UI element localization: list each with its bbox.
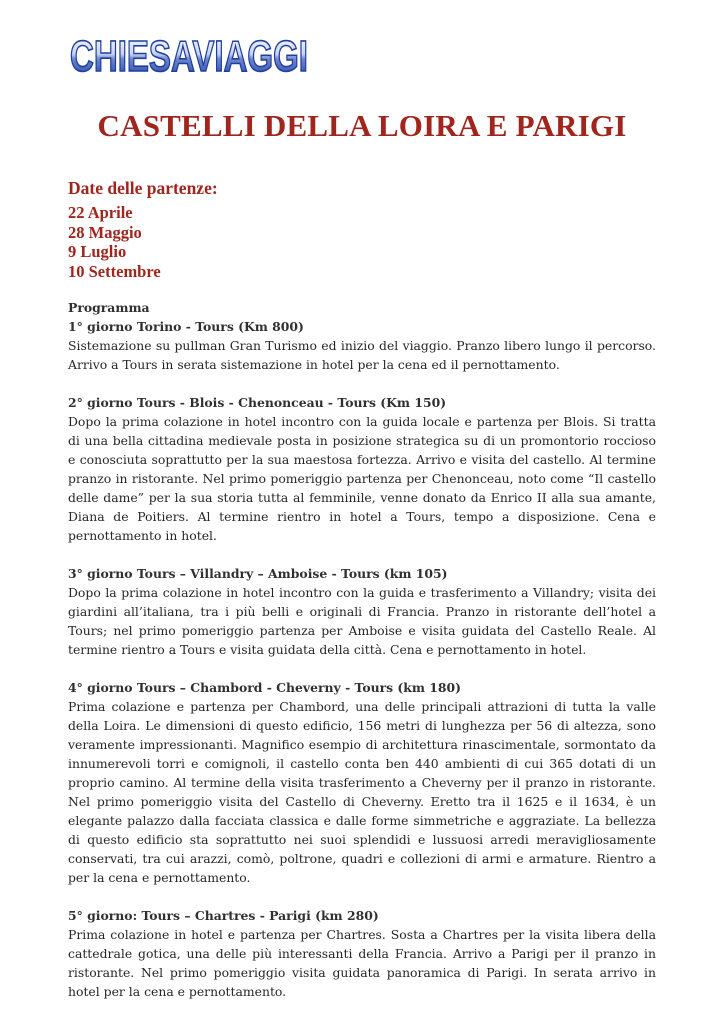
itinerary-day [68,906,656,1001]
day-description: Dopo la prima colazione in hotel incontro con la guida e trasferimento a Villandry; visita dei giardini all’italiana, tra i più belli e originali di Francia. Pranzo in ristorante dell’hotel a Tours; nel primo pomeriggio partenza per Amboise e visita guidata del Castello Reale. Al termine rientro a Tours e visita guidata della città. Cena e pernottamento in hotel. [68,585,656,657]
day-description: Dopo la prima colazione in hotel incontro con la guida locale e partenza per Blois. Si tratta di una bella cittadina medievale posta in posizione strategica su di un promontorio roccioso e conosciuta soprattutto per la sua maestosa fortezza. Arrivo e visita del castello. Al termine pranzo in ristorante. Nel primo pomeriggio partenza per Chenonceau, noto come “Il castello delle dame” per la sua storia tutta al femminile, venne donato da Enrico II alla sua amante, Diana de Poitiers. Al termine rientro in hotel a Tours, tempo a disposizione. Cena e pernottamento in hotel. [68,414,656,543]
program-section [68,298,656,1020]
itinerary-day [68,564,656,659]
day-description: Prima colazione in hotel e partenza per Chartres. Sosta a Chartres per la visita libera della cattedrale gotica, una delle più interessanti della Francia. Arrivo a Parigi per il pranzo in ristorante. Nel primo pomeriggio visita guidata panoramica di Parigi. In serata arrivo in hotel per la cena e pernottamento. [68,927,656,999]
program-label: Programma [68,300,150,315]
day-title: 4° giorno Tours – Chambord - Cheverny - Tours (km 180) [68,680,462,695]
itinerary-day [68,393,656,545]
day-title: 5° giorno: Tours – Chartres - Parigi (km 280) [68,908,379,923]
departure-date: 22 Aprile [68,203,133,222]
day-title: 3° giorno Tours – Villandry – Amboise - Tours (km 105) [68,566,448,581]
departure-date: 10 Settembre [68,261,161,281]
itinerary-day [68,317,656,374]
logo-text: CHIESAVIAGGI [70,32,308,81]
chiesaviaggi-logo [68,30,310,80]
page-title: CASTELLI DELLA LOIRA E PARIGI [97,108,627,143]
day-description: Sistemazione su pullman Gran Turismo ed inizio del viaggio. Pranzo libero lungo il percorso. Arrivo a Tours in serata sistemazione in hotel per la cena ed il pernottamento. [68,338,656,372]
departure-date: 28 Maggio [68,222,142,242]
day-title: 1° giorno Torino - Tours (Km 800) [68,319,304,334]
day-description: Prima colazione e partenza per Chambord, una delle principali attrazioni di tutta la valle della Loira. Le dimensioni di questo edificio, 156 metri di lunghezza per 56 di altezza, sono veramente impressionanti. Magnifico esempio di architettura rinascimentale, sormontato da innumerevoli torri e comignoli, il castello conta ben 440 ambienti di cui 365 dotati di un proprio camino. Al termine della visita trasferimento a Cheverny per il pranzo in ristorante. Nel primo pomeriggio visita del Castello di Cheverny. Eretto tra il 1625 e il 1634, è un elegante palazzo dalla facciata classica e dalle forme simmetriche e aggraziate. La bellezza di questo edificio sta soprattutto nei suoi splendidi e lussuosi arredi meravigliosamente conservati, tra cui arazzi, comò, poltrone, quadri e collezioni di armi e armature. Rientro a per la cena e pernottamento. [68,699,656,885]
departure-dates [68,203,161,281]
itinerary-day [68,678,656,887]
departure-date: 9 Luglio [68,242,127,261]
day-title: 2° giorno Tours - Blois - Chenonceau - Tours (Km 150) [68,395,447,410]
departures-heading: Date delle partenze: [68,178,218,198]
